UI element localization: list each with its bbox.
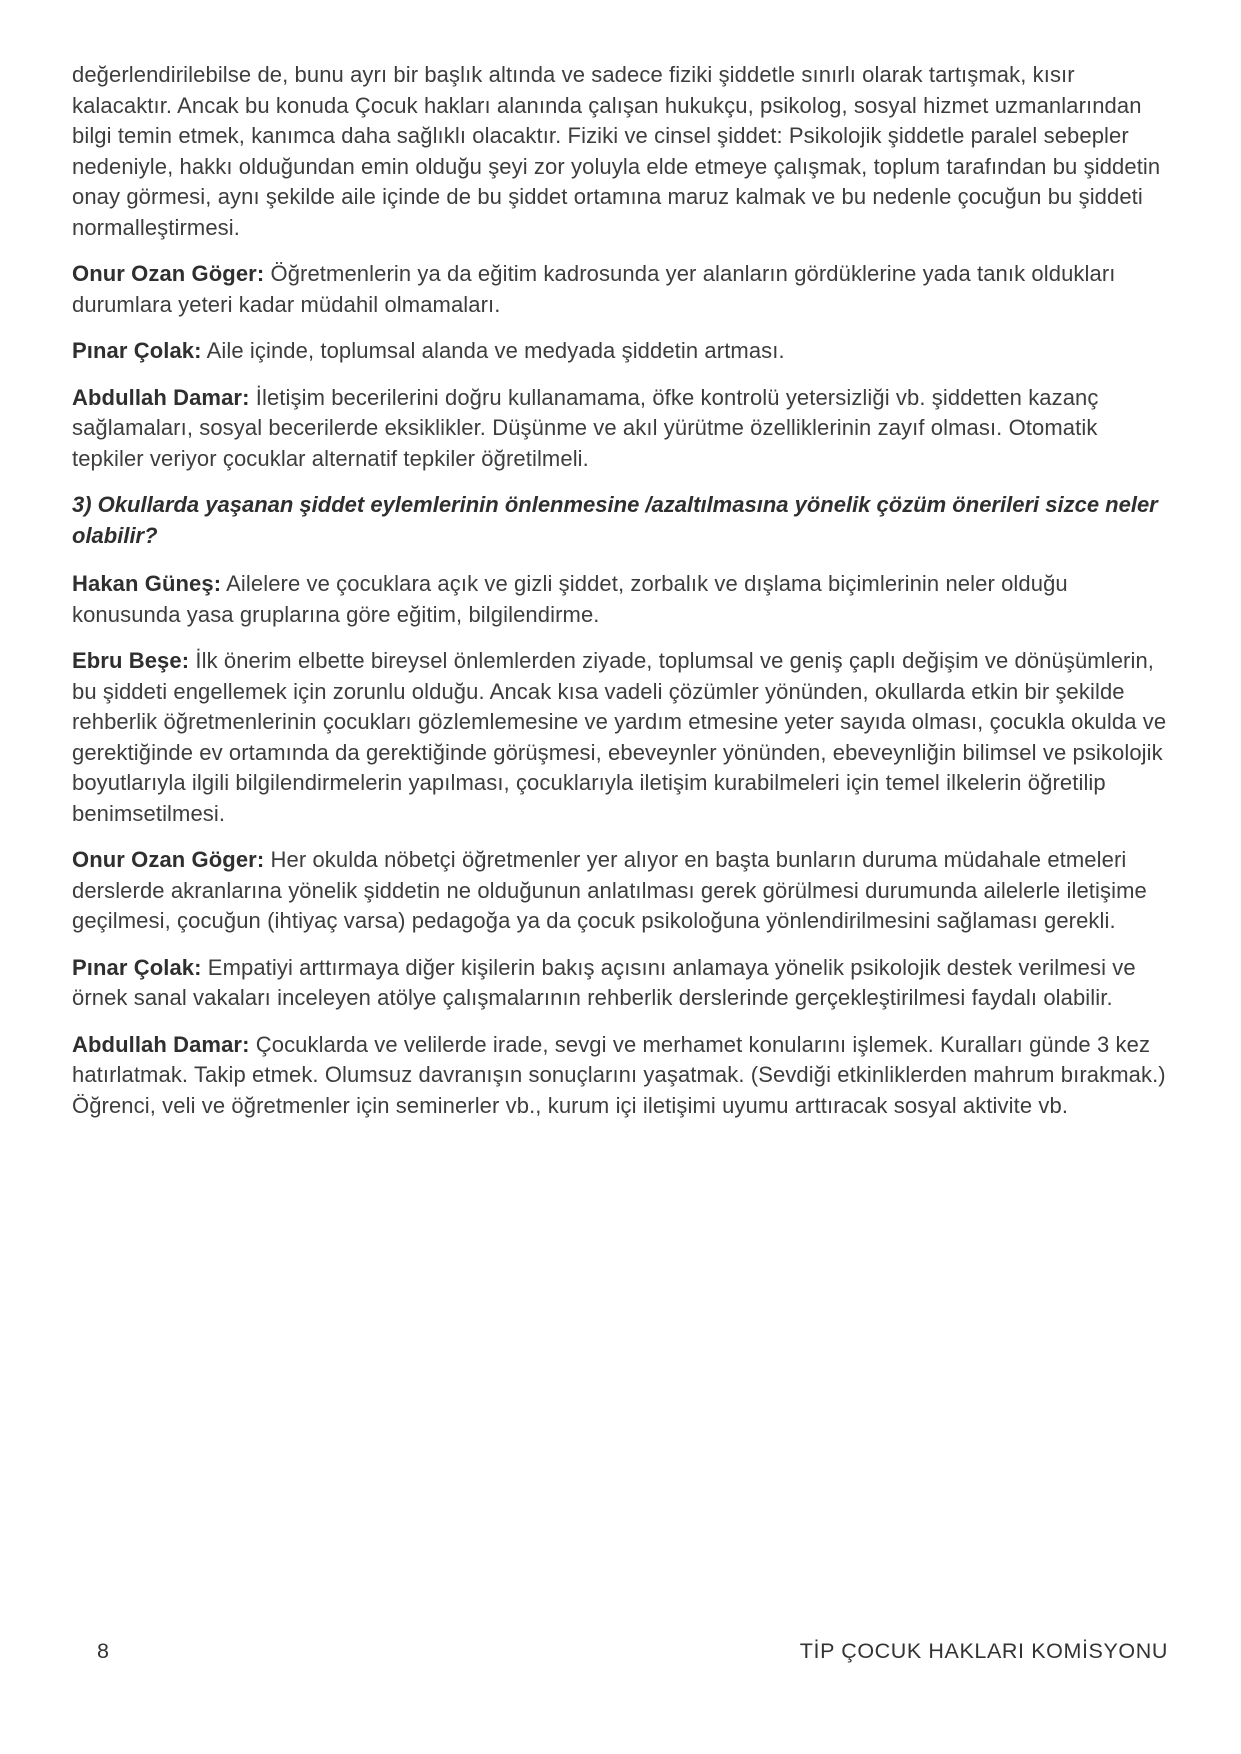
speaker-name: Onur Ozan Göger: [72,847,265,872]
paragraph-text: değerlendirilebilse de, bunu ayrı bir başlık altında ve sadece fiziki şiddetle sınırlı olarak tartışmak, kısır kalacaktır. Ancak bu konuda Çocuk hakları alanında çalışan hukukçu, psikolog, sosyal hizmet uzmanlarından bilgi temin etmek, kanımca daha sağlıklı olacaktır. Fiziki ve cinsel şiddet: Psikolojik şiddetle paralel sebepler nedeniyle, hakkı olduğundan emin olduğu şeyi zor yoluyla elde etmeye çalışmak, toplum tarafından bu şiddetin onay görmesi, aynı şekilde aile içinde de bu şiddet ortamına maruz kalmak ve bu nedenle çocuğun bu şiddeti normalleştirmesi. [72,62,1161,240]
paragraph-text: Aile içinde, toplumsal alanda ve medyada şiddetin artması. [206,338,785,363]
speaker-name: Hakan Güneş: [72,571,222,596]
question-heading: 3) Okullarda yaşanan şiddet eylemlerinin önlenmesine /azaltılmasına yönelik çözüm önerileri sizce neler olabilir? [72,492,1158,548]
speaker-name: Abdullah Damar: [72,384,250,410]
paragraph-text: Çocuklarda ve velilerde irade, sevgi ve merhamet konularını işlemek. Kuralları günde 3 kez hatırlatmak. Takip etmek. Olumsuz davranışın sonuçlarını yaşatmak. (Sevdiği etkinliklerden mahrum bırakmak.) Öğrenci, veli ve öğretmenler için seminerler vb., kurum içi iletişimi uyumu arttıracak sosyal aktivite vb. [72,1031,1166,1118]
speaker-name: Abdullah Damar: [72,1031,250,1057]
paragraph-continuation [72,60,1169,243]
speaker-name: Onur Ozan Göger: [72,261,265,286]
paragraph-text: İlk önerim elbette bireysel önlemlerden ziyade, toplumsal ve geniş çaplı değişim ve dönüşümlerin, bu şiddeti engellemek için zorunlu olduğu. Ancak kısa vadeli çözümler yönünden, okullarda etkin bir şekilde rehberlik öğretmenlerinin çocukları gözlemlemesine ve yardım etmesine yeter sayıda olması, çocukla okulda ve gerektiğinde ev ortamında da gerektiğinde görüşmesi, ebeveynler yönünden, ebeveynliğin bilimsel ve psikolojik boyutlarıyla ilgili bilgilendirmelerin yapılması, çocuklarıyla iletişim kurabilmeleri için temel ilkelerin öğretilip benimsetilmesi. [72,648,1167,826]
page-footer [0,1639,1241,1664]
page-number: 8 [97,1639,110,1663]
paragraph-text: Ailelere ve çocuklara açık ve gizli şiddet, zorbalık ve dışlama biçimlerinin neler olduğu konusunda yasa gruplarına göre eğitim, bilgilendirme. [72,571,1068,627]
paragraph-text: İletişim becerilerini doğru kullanamama, öfke kontrolü yetersizliği vb. şiddetten kazanç sağlamaları, sosyal becerilerde eksiklikler. Düşünme ve akıl yürütme özelliklerinin zayıf olması. Otomatik tepkiler veriyor çocuklar alternatif tepkiler öğretilmeli. [72,384,1099,471]
speaker-paragraph [72,383,1169,475]
paragraph-text: Empatiyi arttırmaya diğer kişilerin bakış açısını anlamaya yönelik psikolojik destek verilmesi ve örnek sanal vakaları inceleyen atölye çalışmalarının rehberlik derslerinde gerçekleştirilmesi faydalı olabilir. [72,954,1136,1010]
speaker-name: Pınar Çolak: [72,954,202,980]
speaker-paragraph [72,569,1169,630]
paragraph-text: Öğretmenlerin ya da eğitim kadrosunda yer alanların gördüklerine yada tanık oldukları durumlara yeteri kadar müdahil olmamaları. [72,261,1116,317]
speaker-paragraph [72,953,1169,1014]
speaker-paragraph [72,1030,1169,1122]
speaker-name: Pınar Çolak: [72,338,202,363]
speaker-name: Ebru Beşe: [72,648,190,673]
speaker-paragraph [72,646,1169,829]
speaker-paragraph [72,336,1169,367]
speaker-paragraph [72,259,1169,320]
speaker-paragraph [72,845,1169,937]
paragraph-text: Her okulda nöbetçi öğretmenler yer alıyor en başta bunların duruma müdahale etmeleri derslerde akranlarına yönelik şiddetin ne olduğunun anlatılması gerek görülmesi durumunda ailelerle iletişime geçilmesi, çocuğun (ihtiyaç varsa) pedagoğa ya da çocuk psikoloğuna yönlendirilmesini sağlaması gerekli. [72,847,1147,933]
footer-commission-title: TİP ÇOCUK HAKLARI KOMİSYONU [799,1639,1168,1663]
page-body [72,60,1169,1137]
